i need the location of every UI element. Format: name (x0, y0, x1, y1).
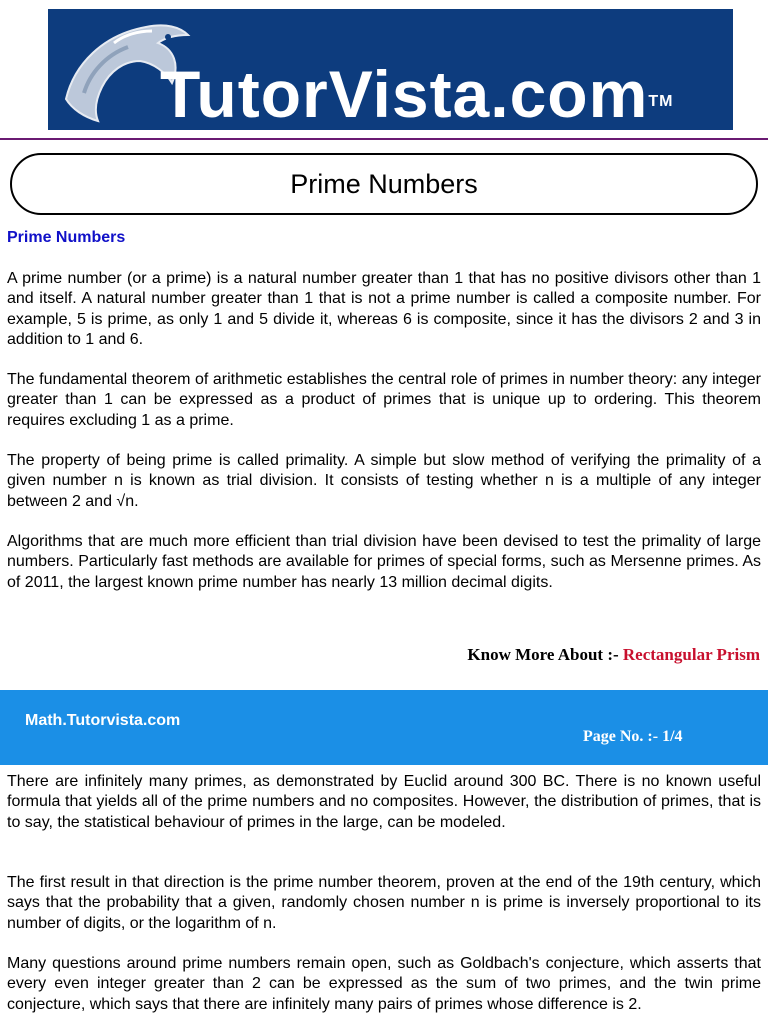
header-divider (0, 138, 768, 140)
logo-text: TutorVista.com™ (160, 57, 674, 130)
section-heading: Prime Numbers (7, 229, 126, 246)
tutorvista-logo-banner (48, 9, 733, 130)
know-more-line (467, 645, 760, 665)
paragraph-5: There are infinitely many primes, as demonstrated by Euclid around 300 BC. There is no known useful formula that yields all of the prime numbers and no composites. However, the distribution of primes, that is to say, the statistical behaviour of primes in the large, can be modeled. (7, 773, 761, 831)
site-name[interactable]: Math.Tutorvista.com (25, 712, 181, 729)
paragraph-2: The fundamental theorem of arithmetic establishes the central role of primes in number theory: any integer greater than 1 can be expressed as a product of primes that is unique up to ordering. This theorem requires excluding 1 as a prime. (7, 371, 761, 429)
page-number: Page No. :- 1/4 (583, 728, 683, 745)
rectangular-prism-link[interactable]: Rectangular Prism (622, 645, 760, 664)
paragraph-4: Algorithms that are much more efficient than trial division have been devised to test the primality of large numbers. Particularly fast methods are available for primes of special forms, such as Mersenne primes. As of 2011, the largest known prime number has nearly 13 million decimal digits. (7, 533, 761, 591)
paragraph-7: Many questions around prime numbers remain open, such as Goldbach's conjecture, which asserts that every even integer greater than 2 can be expressed as the sum of two primes, and the twin prime conjecture, which says that there are infinitely many pairs of primes whose difference is 2. (7, 955, 761, 1013)
trademark: TM (648, 93, 674, 110)
know-more-label: Know More About :- (467, 645, 619, 664)
page-title-box (10, 153, 758, 215)
paragraph-3: The property of being prime is called primality. A simple but slow method of verifying the primality of a given number n is known as trial division. It consists of testing whether n is a multiple of any integer between 2 and √n. (7, 452, 761, 510)
paragraph-1: A prime number (or a prime) is a natural number greater than 1 that has no positive divisors other than 1 and itself. A natural number greater than 1 that is not a prime number is called a composite number. For example, 5 is prime, as only 1 and 5 divide it, whereas 6 is composite, since it has the divisors 2 and 3 in addition to 1 and 6. (7, 270, 761, 348)
paragraph-6: The first result in that direction is the prime number theorem, proven at the end of the 19th century, which says that the probability that a given, randomly chosen number n is prime is inversely proportional to its number of digits, or the logarithm of n. (7, 874, 761, 932)
page-title: Prime Numbers (290, 169, 478, 199)
page-footer-band (0, 690, 768, 765)
